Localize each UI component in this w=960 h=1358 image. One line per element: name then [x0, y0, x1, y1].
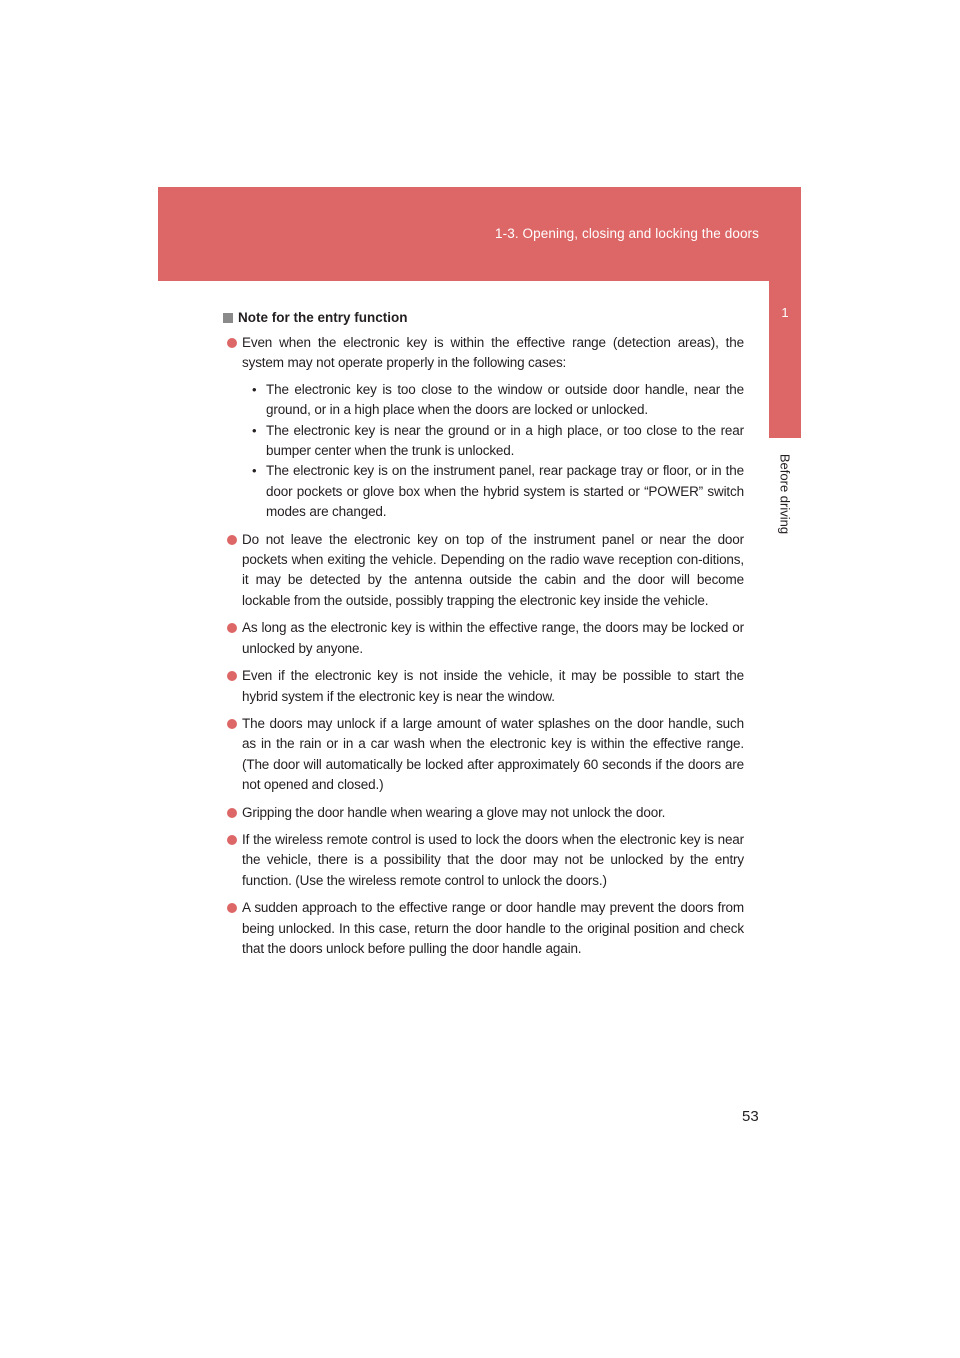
- list-item-text: Even if the electronic key is not inside the vehicle, it may be possible to start the hybrid system if the electronic key is near the window.: [242, 668, 744, 704]
- list-item: [223, 714, 744, 796]
- sub-list-item: [242, 380, 744, 421]
- circle-bullet-icon: [227, 535, 237, 545]
- list-item: [223, 618, 744, 659]
- sub-list-item: [242, 461, 744, 522]
- circle-bullet-icon: [227, 719, 237, 729]
- chapter-number: 1: [781, 305, 789, 320]
- circle-bullet-icon: [227, 338, 237, 348]
- section-heading-text: Note for the entry function: [238, 310, 408, 325]
- dot-bullet-icon: •: [252, 381, 257, 397]
- chapter-tab: [769, 281, 801, 438]
- list-item-text: The doors may unlock if a large amount of water splashes on the door handle, such as in the rain or in a car wash when the electronic key is within the effective range. (The door will automatically be locked after approximately 60 seconds if the doors are not opened and closed.): [242, 715, 744, 793]
- sub-list-item-text: The electronic key is too close to the window or outside door handle, near the ground, or in a high place when the doors are locked or unlocked.: [266, 381, 744, 418]
- dot-bullet-icon: •: [252, 422, 257, 438]
- list-item-text: As long as the electronic key is within the effective range, the doors may be locked or unlocked by anyone.: [242, 620, 744, 656]
- sub-list-item-text: The electronic key is near the ground or in a high place, or too close to the rear bumper center when the trunk is unlocked.: [266, 422, 744, 459]
- dot-bullet-icon: •: [252, 463, 257, 479]
- sub-list-item: [242, 421, 744, 462]
- list-item: [223, 530, 744, 612]
- circle-bullet-icon: [227, 808, 237, 818]
- list-item-text: Even when the electronic key is within the effective range (detection areas), the system may not operate properly in the following cases:: [242, 335, 744, 371]
- list-item-text: Gripping the door handle when wearing a glove may not unlock the door.: [242, 804, 666, 820]
- list-item: [223, 666, 744, 707]
- list-item-text: If the wireless remote control is used to lock the doors when the electronic key is near the vehicle, there is a possibility that the door may not be unlocked by the entry function. (Use the wireless remote control to unlock the doors.): [242, 831, 744, 888]
- chapter-label: Before driving: [777, 453, 793, 535]
- list-item: [223, 333, 744, 523]
- chapter-label-wrapper: [771, 440, 799, 550]
- list-item: [223, 830, 744, 891]
- content-body: [223, 308, 744, 966]
- circle-bullet-icon: [227, 623, 237, 633]
- sub-list-item-text: The electronic key is on the instrument panel, rear package tray or floor, or in the door pockets or glove box when the hybrid system is started or “POWER” switch modes are changed.: [266, 463, 744, 520]
- page-number: 53: [742, 1108, 759, 1125]
- circle-bullet-icon: [227, 671, 237, 681]
- circle-bullet-icon: [227, 835, 237, 845]
- section-heading: [223, 308, 744, 328]
- list-item: [223, 803, 744, 823]
- circle-bullet-icon: [227, 903, 237, 913]
- header-band: [158, 187, 801, 281]
- list-item-text: Do not leave the electronic key on top of the instrument panel or near the door pockets when exiting the vehicle. Depending on the radio wave reception con-ditions, it may be detected by the antenna outside the cabin and the door will become lockable from the outside, possibly trapping the electronic key inside the vehicle.: [242, 531, 744, 608]
- sub-list: [242, 380, 744, 523]
- list-item-text: A sudden approach to the effective range or door handle may prevent the doors from being unlocked. In this case, return the door handle to the original position and check that the doors unlock before pulling the door handle again.: [242, 900, 744, 956]
- list-item: [223, 898, 744, 959]
- square-bullet-icon: [223, 313, 233, 323]
- section-title: 1-3. Opening, closing and locking the doors: [495, 226, 759, 241]
